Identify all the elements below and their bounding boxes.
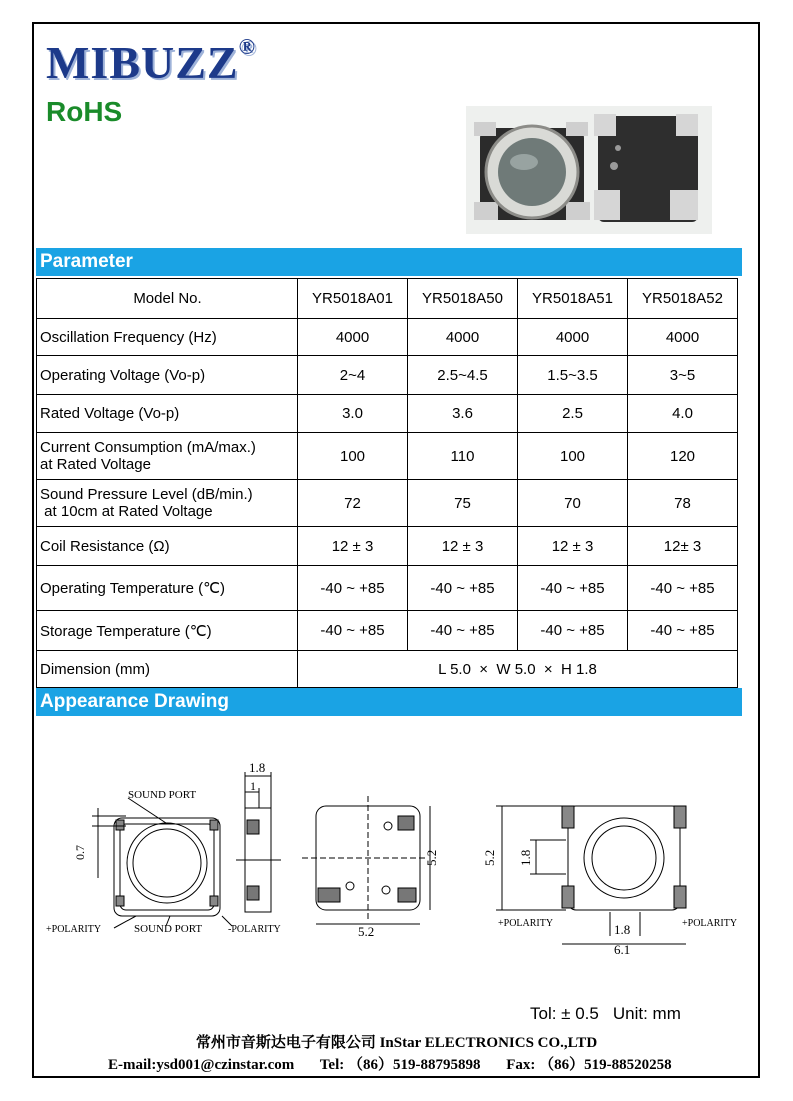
cell: -40 ~ +85 xyxy=(518,566,628,611)
cell: 12 ± 3 xyxy=(298,527,408,566)
row-label: Coil Resistance (Ω) xyxy=(37,527,298,566)
row-label: Storage Temperature (℃) xyxy=(37,611,298,651)
row-label: Dimension (mm) xyxy=(37,651,298,688)
contact-line xyxy=(108,1053,694,1074)
header-model: YR5018A50 xyxy=(408,279,518,319)
cell: 100 xyxy=(298,433,408,480)
cell: 12 ± 3 xyxy=(408,527,518,566)
cell: -40 ~ +85 xyxy=(408,611,518,651)
cell: 4000 xyxy=(408,319,518,356)
dim-right-6-1: 6.1 xyxy=(614,942,631,957)
table-row xyxy=(37,356,738,395)
cell: -40 ~ +85 xyxy=(628,611,738,651)
cell: -40 ~ +85 xyxy=(628,566,738,611)
cell: 2.5~4.5 xyxy=(408,356,518,395)
table-row xyxy=(37,611,738,651)
cell: -40 ~ +85 xyxy=(298,611,408,651)
bottom-view xyxy=(302,796,439,939)
row-label: Current Consumption (mA/max.) at Rated Voltage xyxy=(37,433,298,480)
dim-side-1: 1 xyxy=(250,779,256,793)
cell: 78 xyxy=(628,480,738,527)
dim-0-7: 0.7 xyxy=(73,845,87,860)
cell: 12± 3 xyxy=(628,527,738,566)
header-model-label: Model No. xyxy=(37,279,298,319)
cell: 4000 xyxy=(518,319,628,356)
table-row xyxy=(37,566,738,611)
top-view xyxy=(46,789,281,935)
dimension-value: L 5.0 × W 5.0 × H 1.8 xyxy=(298,651,738,688)
cell: 75 xyxy=(408,480,518,527)
rohs-label: RoHS xyxy=(46,96,123,127)
cell: 12 ± 3 xyxy=(518,527,628,566)
dim-bottom-5-2-h: 5.2 xyxy=(358,924,375,939)
cell: 70 xyxy=(518,480,628,527)
email: E-mail:ysd001@czinstar.com xyxy=(108,1057,295,1073)
table-row xyxy=(37,433,738,480)
minus-polarity-label-right: +POLARITY xyxy=(682,918,738,929)
dim-right-1-8-h: 1.8 xyxy=(614,922,631,937)
section-parameter: Parameter xyxy=(36,248,742,276)
cell: 3.6 xyxy=(408,395,518,433)
table-header-row xyxy=(37,279,738,319)
header-model: YR5018A01 xyxy=(298,279,408,319)
cell: 72 xyxy=(298,480,408,527)
sound-port-label-top: SOUND PORT xyxy=(128,789,197,801)
brand-logo: MIBUZZ® xyxy=(46,33,257,88)
cell: 2.5 xyxy=(518,395,628,433)
appearance-drawing xyxy=(36,740,756,970)
table-row xyxy=(37,651,738,688)
table-row xyxy=(37,395,738,433)
table-row xyxy=(37,527,738,566)
product-photo xyxy=(466,106,712,234)
cell: 2~4 xyxy=(298,356,408,395)
company-name: 常州市音斯达电子有限公司 InStar ELECTRONICS CO.,LTD xyxy=(195,1035,598,1051)
dim-side-1-8: 1.8 xyxy=(249,760,266,775)
minus-polarity-label: -POLARITY xyxy=(228,924,281,935)
cell: 4000 xyxy=(298,319,408,356)
plus-polarity-label-right: +POLARITY xyxy=(498,918,554,929)
header-model: YR5018A51 xyxy=(518,279,628,319)
cell: -40 ~ +85 xyxy=(298,566,408,611)
cell: 100 xyxy=(518,433,628,480)
header-model: YR5018A52 xyxy=(628,279,738,319)
cell: 3.0 xyxy=(298,395,408,433)
fax: Fax: （86）519-88520258 xyxy=(506,1057,672,1073)
cell: 120 xyxy=(628,433,738,480)
dim-bottom-5-2-v: 5.2 xyxy=(424,849,439,866)
parameter-table xyxy=(36,278,738,688)
table-row xyxy=(37,319,738,356)
tolerance-note: Tol: ± 0.5 Unit: mm xyxy=(530,1004,681,1023)
cell: 4.0 xyxy=(628,395,738,433)
side-view xyxy=(236,760,281,912)
section-appearance: Appearance Drawing xyxy=(36,688,742,716)
row-label: Operating Voltage (Vo-p) xyxy=(37,356,298,395)
cell: -40 ~ +85 xyxy=(408,566,518,611)
cell: -40 ~ +85 xyxy=(518,611,628,651)
row-label: Rated Voltage (Vo-p) xyxy=(37,395,298,433)
cell: 3~5 xyxy=(628,356,738,395)
sound-port-label-bottom: SOUND PORT xyxy=(134,923,203,935)
row-label: Sound Pressure Level (dB/min.) at 10cm at Rated Voltage xyxy=(37,480,298,527)
cell: 110 xyxy=(408,433,518,480)
table-row xyxy=(37,480,738,527)
dim-right-5-2: 5.2 xyxy=(482,849,497,866)
row-label: Oscillation Frequency (Hz) xyxy=(37,319,298,356)
tel: Tel: （86）519-88795898 xyxy=(319,1057,481,1073)
dimension-view xyxy=(482,806,737,957)
row-label: Operating Temperature (℃) xyxy=(37,566,298,611)
dim-right-1-8-v: 1.8 xyxy=(518,849,533,866)
cell: 4000 xyxy=(628,319,738,356)
cell: 1.5~3.5 xyxy=(518,356,628,395)
plus-polarity-label: +POLARITY xyxy=(46,924,102,935)
